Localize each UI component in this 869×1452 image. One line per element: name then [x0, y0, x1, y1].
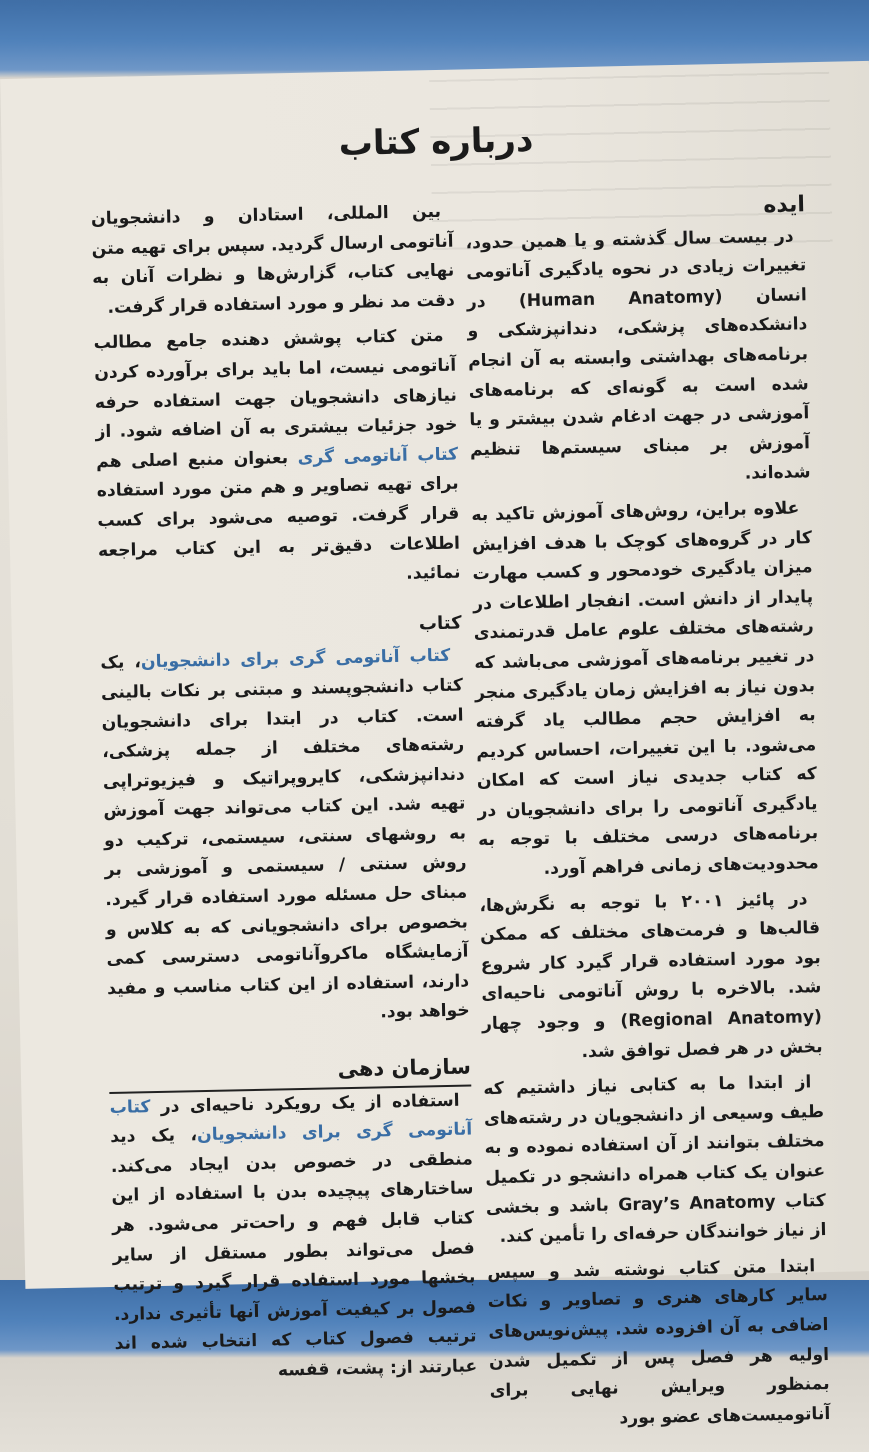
page-title: درباره کتاب — [338, 119, 534, 165]
book-page — [0, 61, 869, 1429]
book-title-highlight: کتاب آناتومی گری برای دانشجویان — [140, 646, 451, 673]
paragraph — [93, 322, 460, 596]
text-run: استفاده از یک رویکرد ناحیه‌ای در — [150, 1090, 460, 1117]
paragraph: در بیست سال گذشته و یا همین حدود، تغییرات زیادی در نحوه یادگیری آناتومی انسان (Human Anatomy) در دانشکده‌های پزشکی، دندانپزشکی و برنامه‌های بهداشتی وابسته به آن انجام شده است به گونه‌ای که برنامه‌های آموزشی در جهت ادغام شدن بیشتر و یا آموزش بر مبنای سیستم‌ها تنظیم شده‌اند. — [465, 226, 811, 484]
section-heading-book: کتاب — [418, 612, 462, 635]
paragraph: از ابتدا ما به کتابی نیاز داشتیم که طیف وسیعی از دانشجویان در رشته‌های مختلف بتوانند از آن استفاده نموده و به عنوان یک کتاب همراه دانشجو در تکمیل کتاب Gray’s Anatomy باشد و بخشی از نیاز خوانندگان حرفه‌ای را تأمین کند. — [483, 1072, 827, 1248]
paragraph: بین المللی، استادان و دانشجویان آناتومی ارسال گردید. سپس برای تهیه متن نهایی کتاب، گزارش‌ها و نظرات آنان به دقت مد نظر و مورد استفاده قرار گرفت. — [90, 201, 456, 318]
section-heading-idea: ایده — [763, 192, 806, 219]
right-column — [465, 190, 831, 1442]
text-run: متن کتاب پوشش دهنده جامع مطالب آناتومی نیست، اما باید برای برآورده کردن نیازهای دانشجویان جهت استفاده حرفه خود جزئیات بیشتری به آن اضافه شود. از — [93, 326, 458, 443]
paragraph — [100, 642, 470, 1034]
text-run: ، یک کتاب دانشجوپسند و مبتنی بر نکات بالینی است. کتاب در ابتدا برای دانشجویان رشته‌های مختلف از جمله پزشکی، دندانپزشکی، کایروپراتیک و فیزیوتراپی تهیه شد. این کتاب می‌تواند جهت آموزش به روشهای سنتی، سیستمی، ترکیب دو روش سنتی / سیستمی و آموزشی بر مبنای حل مسئله مورد استفاده قرار گیرد. بخصوص برای دانشجویانی که به کلاس و آزمایشگاه ماکروآناتومی دسترسی کمی دارند، استفاده از این کتاب مناسب و مفید خواهد بود. — [100, 652, 470, 1023]
left-column — [91, 198, 478, 1396]
paragraph: در پائیز ۲۰۰۱ با توجه به نگرش‌ها، قالب‌ها و فرمت‌های مختلف که ممکن بود مورد استفاده قرار گیرد کار شروع شد. بالاخره با روش آناتومی ناحیه‌ای (Regional Anatomy) و وجود چهار بخش در هر فصل توافق شد. — [479, 889, 823, 1062]
paragraph: علاوه براین، روش‌های آموزش تاکید به کار در گروه‌های کوچک با هدف افزایش میزان یادگیری خودمحور و کسب مهارت پایدار از دانش است. انفجار اطلاعات در رشته‌های مختلف علوم عامل قدرتمندی در تغییر برنامه‌های آموزشی می‌باشد که بدون نیاز به افزایش زمان یادگیری منجر به افزایش حجم مطالب یاد گرفته می‌شود. با این تغییرات، احساس کردیم که کتاب جدیدی نیاز است که امکان یادگیری آناتومی را برای دانشجویان در برنامه‌های درسی مختلف با توجه به محدودیت‌های زمانی فراهم آورد. — [471, 498, 819, 879]
paragraph: ابتدا متن کتاب نوشته شد و سپس سایر کارهای هنری و تصاویر و نکات اضافی به آن افزوده شد. پیش‌نویس‌های اولیه هر فصل پس از تکمیل شدن بمنظور ویرایش نهایی برای آناتومیست‌های عضو بورد — [486, 1256, 831, 1429]
text-run: بعنوان منبع اصلی هم برای تهیه تصاویر و هم متن مورد استفاده قرار گرفت. توصیه می‌شود برای کسب اطلاعات دقیق‌تر به این کتاب مراجعه نمائید. — [95, 447, 461, 584]
book-title-highlight: کتاب آناتومی گری برای دانشجویان — [109, 1096, 473, 1146]
book-title-highlight: کتاب آناتومی گری — [297, 444, 459, 468]
section-heading-organization: سازمان دهی — [109, 1052, 472, 1093]
text-run: ، یک دید منطقی در خصوص بدن ایجاد می‌کند. ساختارهای پیچیده بدن با استفاده از این کتاب قابل فهم و راحت‌تر می‌شود. هر فصل می‌تواند بطور مستقل از سایر بخشها مورد استفاده قرار گیرد و ترتیب فصول بر کیفیت آموزش آنها تأثیری ندارد. ترتیب فصول کتاب که انتخاب شده اند عبارتند از: پشت، قفسه — [110, 1125, 478, 1381]
paragraph — [109, 1086, 477, 1389]
